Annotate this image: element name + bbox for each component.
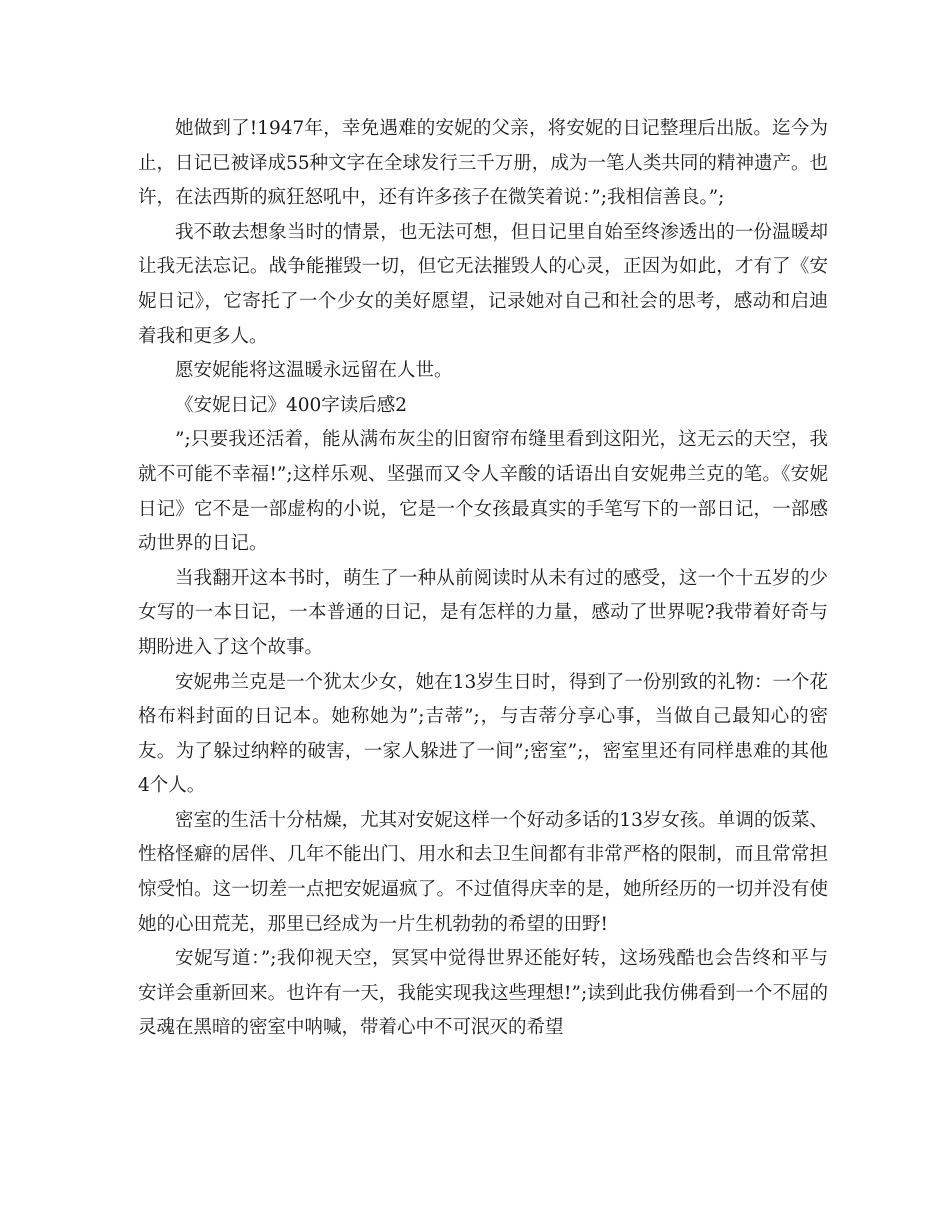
section-heading: 《安妮日记》400字读后感2: [175, 394, 408, 416]
paragraph-6: 安妮弗兰克是一个犹太少女，她在13岁生日时，得到了一份别致的礼物：一个花格布料封面的日记本。她称她为”;吉蒂”;，与吉蒂分享心事，当做自己最知心的密友。为了躲过纳粹的破害，一家人躲进了一间”;密室”;，密室里还有同样患难的其他4个人。: [138, 671, 828, 797]
paragraph-1: 她做到了!1947年，幸免遇难的安妮的父亲，将安妮的日记整理后出版。迄今为止，日记已被译成55种文字在全球发行三千万册，成为一笔人类共同的精神遗产。也许，在法西斯的疯狂怒吼中，还有许多孩子在微笑着说：”;我相信善良。”;: [138, 118, 828, 209]
paragraph-5: 当我翻开这本书时，萌生了一种从前阅读时从未有过的感受，这一个十五岁的少女写的一本日记，一本普通的日记，是有怎样的力量，感动了世界呢?我带着好奇与期盼进入了这个故事。: [138, 567, 828, 658]
paragraph-2: 我不敢去想象当时的情景，也无法可想，但日记里自始至终渗透出的一份温暖却让我无法忘记。战争能摧毁一切，但它无法摧毁人的心灵，正因为如此，才有了《安妮日记》，它寄托了一个少女的美好愿望，记录她对自己和社会的思考，感动和启迪着我和更多人。: [138, 221, 828, 347]
document-body: [138, 112, 828, 1046]
paragraph-7: 密室的生活十分枯燥，尤其对安妮这样一个好动多话的13岁女孩。单调的饭菜、性格怪癖的居伴、几年不能出门、用水和去卫生间都有非常严格的限制，而且常常担惊受怕。这一切差一点把安妮逼疯了。不过值得庆幸的是，她所经历的一切并没有使她的心田荒芜，那里已经成为一片生机勃勃的希望的田野!: [138, 809, 828, 935]
paragraph-8: 安妮写道：”;我仰视天空，冥冥中觉得世界还能好转，这场残酷也会告终和平与安详会重新回来。也许有一天，我能实现我这些理想!”;读到此我仿佛看到一个不屈的灵魂在黑暗的密室中呐喊，带着心中不可泯灭的希望: [138, 948, 828, 1039]
paragraph-3: 愿安妮能将这温暖永远留在人世。: [175, 360, 453, 382]
paragraph-4: ”;只要我还活着，能从满布灰尘的旧窗帘布缝里看到这阳光，这无云的天空，我就不可能不幸福!”;这样乐观、坚强而又令人辛酸的话语出自安妮弗兰克的笔。《安妮日记》它不是一部虚构的小说，它是一个女孩最真实的手笔写下的一部日记，一部感动世界的日记。: [138, 429, 828, 555]
